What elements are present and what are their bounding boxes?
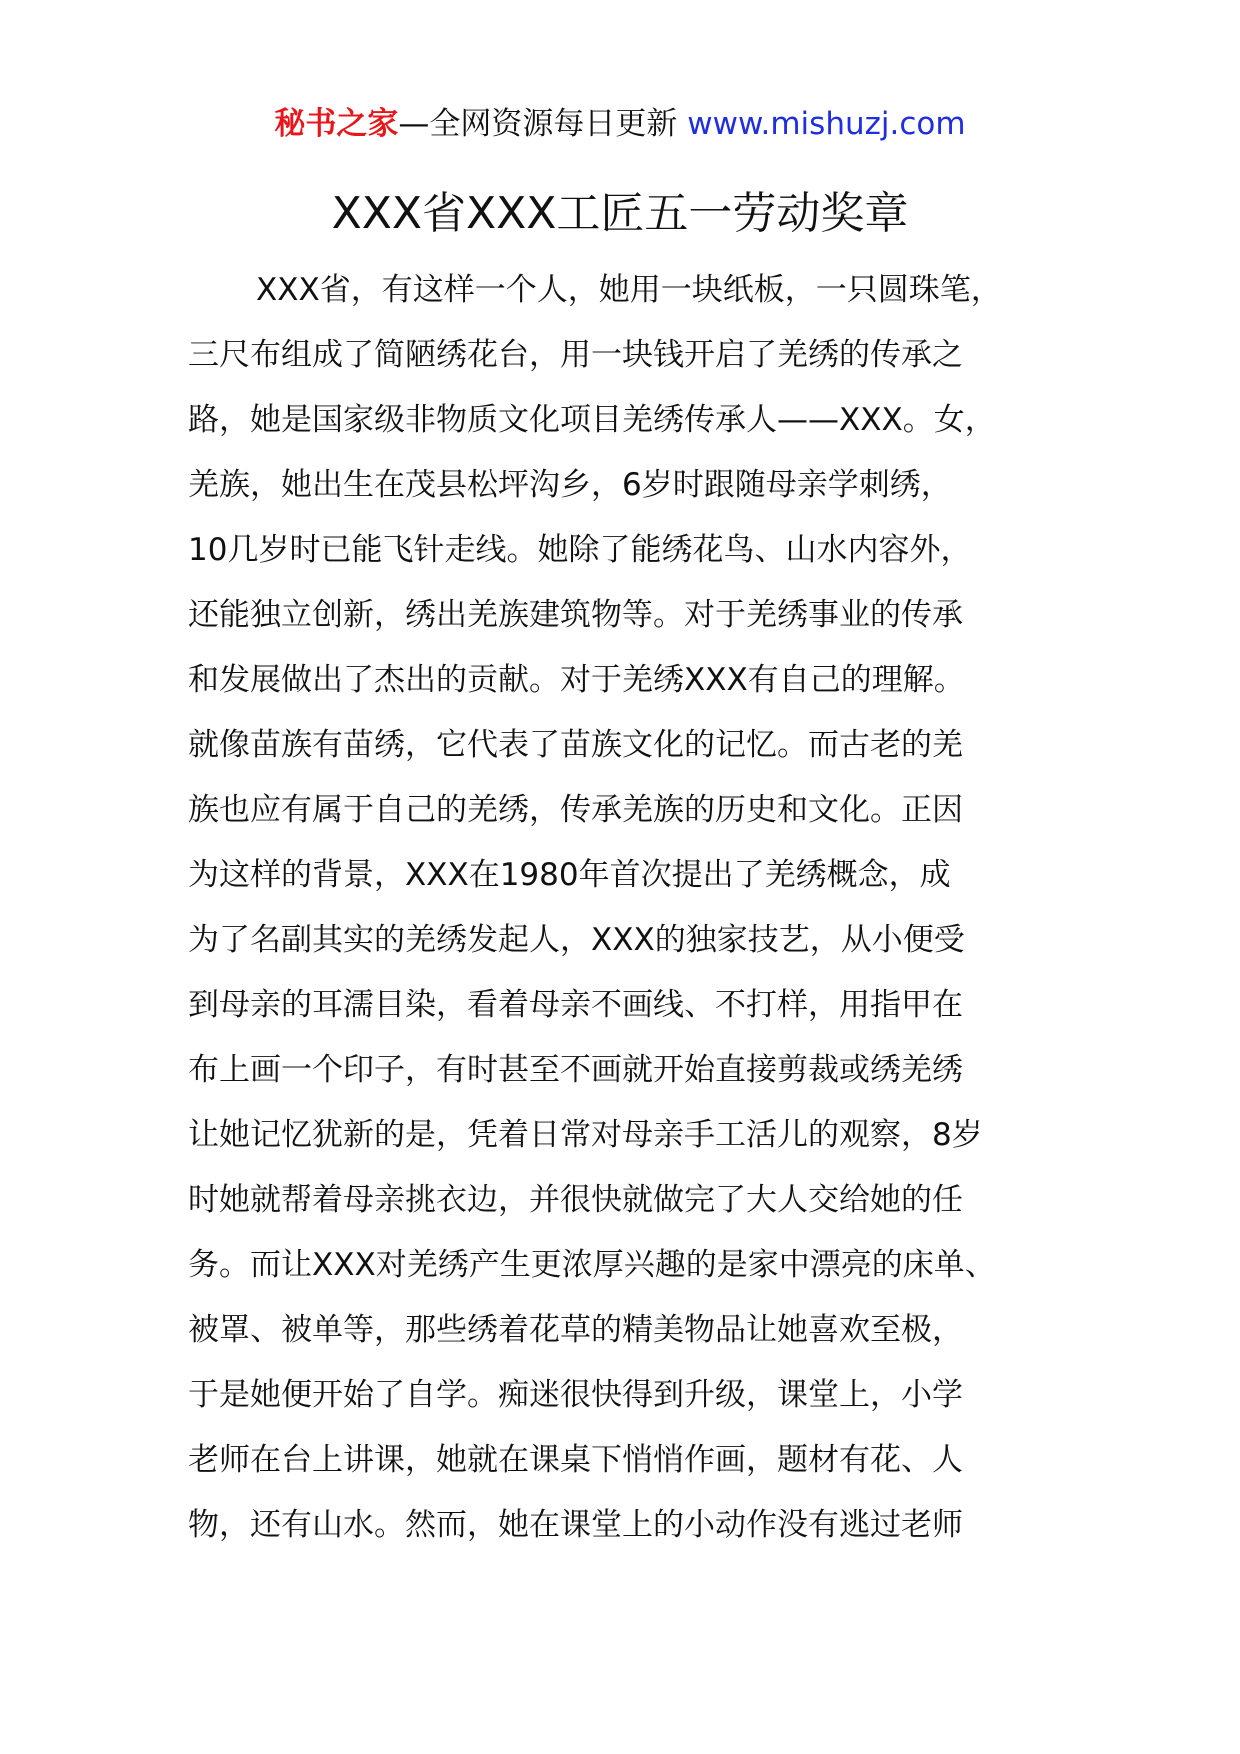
- body-line: 还能独立创新，绣出羌族建筑物等。对于羌绣事业的传承: [188, 597, 963, 633]
- body-line: 让她记忆犹新的是，凭着日常对母亲手工活儿的观察，8岁: [188, 1117, 983, 1153]
- body-paragraph: [188, 258, 1068, 1558]
- body-line: 三尺布组成了简陋绣花台，用一块钱开启了羌绣的传承之: [188, 337, 963, 373]
- body-line: 和发展做出了杰出的贡献。对于羌绣XXX有自己的理解。: [188, 662, 965, 698]
- body-line: 为这样的背景，XXX在1980年首次提出了羌绣概念，成: [188, 857, 951, 893]
- body-line: 路，她是国家级非物质文化项目羌绣传承人——XXX。女，: [188, 402, 996, 438]
- body-line: 就像苗族有苗绣，它代表了苗族文化的记忆。而古老的羌: [188, 727, 963, 763]
- document-title: XXX省XXX工匠五一劳动奖章: [331, 188, 909, 239]
- body-line: 于是她便开始了自学。痴迷很快得到升级，课堂上，小学: [188, 1377, 963, 1413]
- body-line: 布上画一个印子，有时甚至不画就开始直接剪裁或绣羌绣: [188, 1052, 963, 1088]
- body-line: 10几岁时已能飞针走线。她除了能绣花鸟、山水内容外，: [188, 532, 972, 568]
- body-line: 到母亲的耳濡目染，看着母亲不画线、不打样，用指甲在: [188, 987, 963, 1023]
- body-line: 务。而让XXX对羌绣产生更浓厚兴趣的是家中漂亮的床单、: [188, 1247, 996, 1283]
- body-line: 被罩、被单等，那些绣着花草的精美物品让她喜欢至极，: [188, 1312, 963, 1348]
- body-line: 老师在台上讲课，她就在课桌下悄悄作画，题材有花、人: [188, 1442, 963, 1478]
- body-line: XXX省，有这样一个人，她用一块纸板，一只圆珠笔，: [256, 272, 1002, 308]
- body-line: 为了名副其实的羌绣发起人，XXX的独家技艺，从小便受: [188, 922, 965, 958]
- body-line: 时她就帮着母亲挑衣边，并很快就做完了大人交给她的任: [188, 1182, 963, 1218]
- body-line: 物，还有山水。然而，她在课堂上的小动作没有逃过老师: [188, 1507, 963, 1543]
- header-tagline: —全网资源每日更新: [398, 106, 678, 142]
- body-line: 羌族，她出生在茂县松坪沟乡，6岁时跟随母亲学刺绣，: [188, 467, 952, 503]
- site-url-link[interactable]: www.mishuzj.com: [687, 106, 966, 142]
- body-line: 族也应有属于自己的羌绣，传承羌族的历史和文化。正因: [188, 792, 963, 828]
- site-header: [0, 104, 1240, 144]
- brand-name: 秘书之家: [274, 106, 399, 142]
